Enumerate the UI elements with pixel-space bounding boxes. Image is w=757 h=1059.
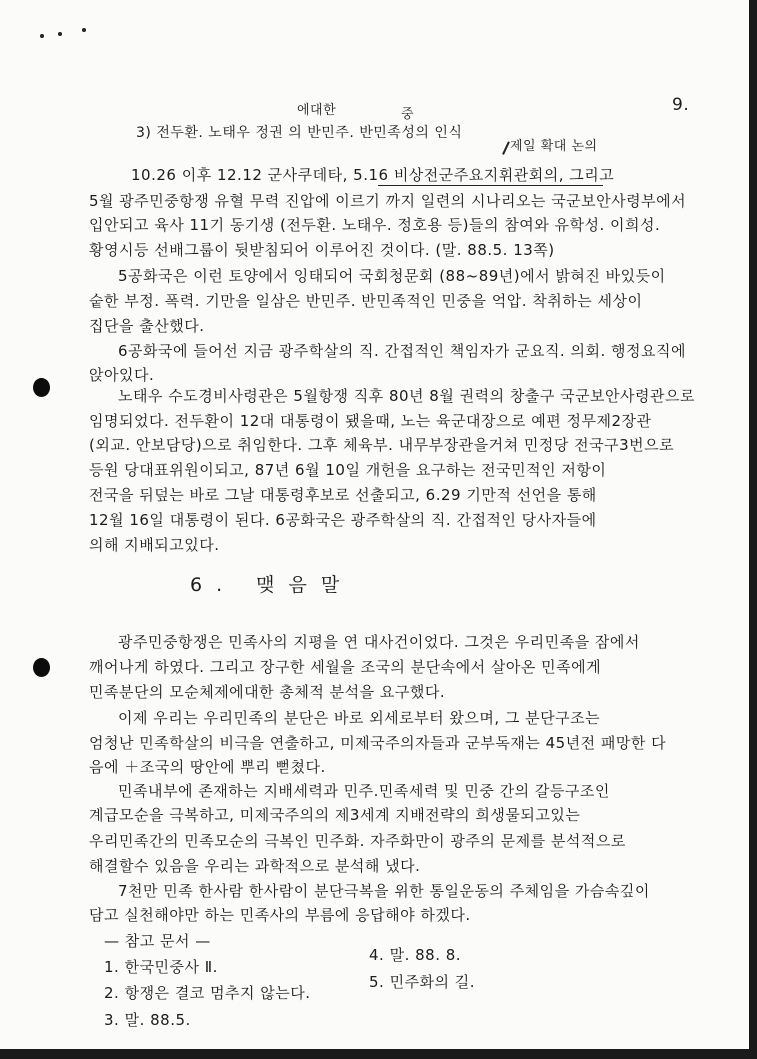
body-line: 노태우 수도경비사령관은 5월항쟁 직후 80년 8월 권력의 창출구 국군보안사령관으로 <box>118 387 695 405</box>
body-line: 앉아있다. <box>89 366 155 384</box>
reference-item: 3. 말. 88.5. <box>104 1011 191 1029</box>
reference-item: 2. 항쟁은 결코 멈추지 않는다. <box>104 984 311 1002</box>
margin-note: 제일 확대 논의 <box>510 139 598 154</box>
speck-mark <box>40 34 44 38</box>
body-line: 등원 당대표위원이되고, 87년 6월 10일 개헌을 요구하는 전국민적인 저항이 <box>89 461 607 479</box>
note-arrow <box>502 141 509 154</box>
insertion-above: 에대한 <box>297 103 337 118</box>
body-line: 6공화국에 들어선 지금 광주학살의 직. 간접적인 책임자가 군요직. 의회. 행정요직에 <box>118 342 686 360</box>
body-line: 임명되었다. 전두환이 12대 대통령이 됐을때, 노는 육군대장으로 예편 정무제2장관 <box>89 412 652 430</box>
body-line: 계급모순을 극복하고, 미제국주의의 제3세계 지배전략의 희생물되고있는 <box>89 806 581 824</box>
body-line: 담고 실천해야만 하는 민족사의 부름에 응답해야 하겠다. <box>89 906 471 924</box>
body-line: 집단을 출산했다. <box>89 317 205 335</box>
section-6-title: 6. 맺음말 <box>190 574 354 596</box>
reference-item: 4. 말. 88. 8. <box>369 946 462 964</box>
reference-item: 1. 한국민중사 Ⅱ. <box>104 958 218 976</box>
page-number: 9. <box>672 95 690 115</box>
body-line: 10.26 이후 12.12 군사쿠데타, 5.16 비상전군주요지휘관회의, 그리고 <box>131 166 615 184</box>
body-line: 숱한 부정. 폭력. 기만을 일삼은 반민주. 반민족적인 민중을 억압. 착취하는 세상이 <box>89 292 643 310</box>
body-line: 12월 16일 대통령이 된다. 6공화국은 광주학살의 직. 간접적인 당사자들에 <box>89 511 597 529</box>
body-line: 황영시등 선배그룹이 뒷받침되어 이루어진 것이다. (말. 88.5. 13쪽) <box>89 241 555 259</box>
insertion-small: 중 <box>401 107 415 122</box>
references-heading: — 참고 문서 — <box>104 932 211 950</box>
speck-mark <box>82 28 86 32</box>
body-line: 해결할수 있음을 우리는 과학적으로 분석해 냈다. <box>89 857 421 875</box>
body-line: 의해 지배되고있다. <box>89 536 220 554</box>
body-line: 전국을 뒤덮는 바로 그날 대통령후보로 선출되고, 6.29 기만적 선언을 통해 <box>89 486 597 504</box>
body-line: 깨어나게 하였다. 그리고 장구한 세월을 조국의 분단속에서 살아온 민족에게 <box>89 658 602 676</box>
reference-item: 5. 민주화의 길. <box>369 973 476 991</box>
body-line: 음에 ＋조국의 땅안에 뿌리 뻗쳤다. <box>89 758 326 776</box>
punch-hole-bottom <box>33 658 50 677</box>
body-line: 광주민중항쟁은 민족사의 지평을 연 대사건이었다. 그것은 우리민족을 잠에서 <box>118 633 640 651</box>
section-3-heading: 3) 전두환. 노태우 정권 의 반민주. 반민족성의 인식 <box>136 125 463 141</box>
body-line: 우리민족간의 민족모순의 극복인 민주화. 자주화만이 광주의 문제를 분석적으로 <box>89 832 626 850</box>
body-line: 민족내부에 존재하는 지배세력과 민주.민족세력 및 민중 간의 갈등구조인 <box>118 782 610 800</box>
body-line: (외교. 안보담당)으로 취임한다. 그후 체육부. 내무부장관을거쳐 민정당 전국구3번으로 <box>89 436 675 454</box>
underline-mark <box>378 185 603 186</box>
body-line: 엄청난 민족학살의 비극을 연출하고, 미제국주의자들과 군부독재는 45년전 패망한 다 <box>89 734 667 752</box>
body-line: 7천만 민족 한사람 한사람이 분단극복을 위한 통일운동의 주체임을 가슴속깊이 <box>118 882 650 900</box>
body-line: 입안되고 육사 11기 동기생 (전두환. 노태우. 정호용 등)들의 참여와 유학성. 이희성. <box>89 216 661 234</box>
body-line: 민족분단의 모순체제에대한 총체적 분석을 요구했다. <box>89 683 446 701</box>
body-line: 5월 광주민중항쟁 유혈 무력 진압에 이르기 까지 일련의 시나리오는 국군보안사령부에서 <box>89 192 687 210</box>
punch-hole-top <box>33 378 50 397</box>
body-line: 5공화국은 이런 토양에서 잉태되어 국회청문회 (88~89년)에서 밝혀진 바있듯이 <box>118 267 666 285</box>
speck-mark <box>58 32 62 36</box>
body-line: 이제 우리는 우리민족의 분단은 바로 외세로부터 왔으며, 그 분단구조는 <box>118 709 601 727</box>
